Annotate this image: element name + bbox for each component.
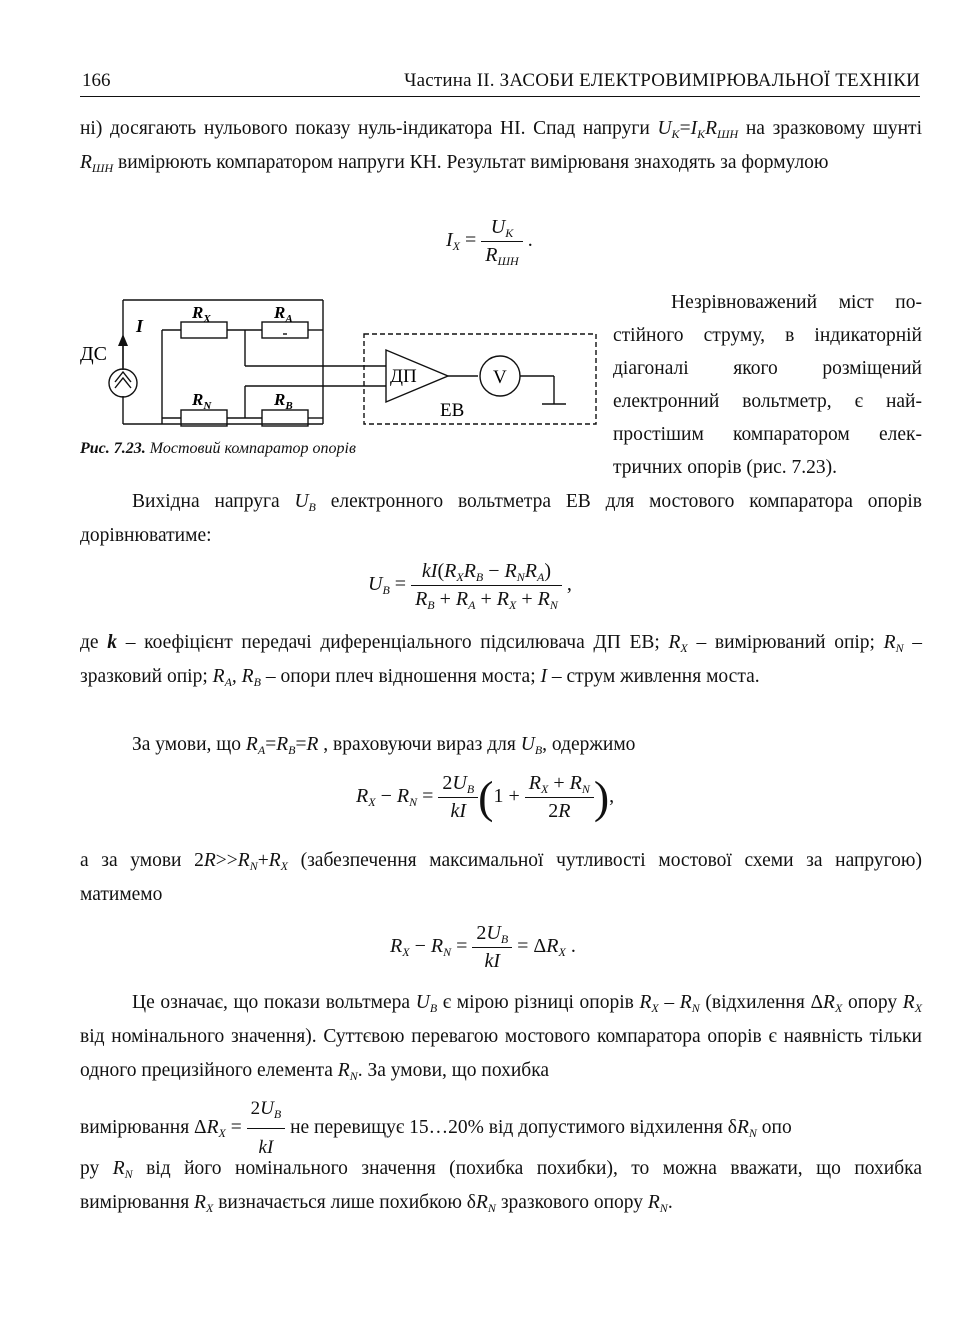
label-current: I bbox=[136, 316, 144, 336]
label-source: ДС bbox=[80, 343, 107, 365]
label-rn: $R_N$ bbox=[192, 390, 212, 412]
label-amplifier: ДП bbox=[390, 366, 417, 387]
paragraph-1: ні) досягають нульового показу нуль-індикатора НІ. Спад напруги $U_K=I_KR_{ШН}$ на зразковому шунті $R_{ШН}$ вимірюють компаратором напруги КН. Результат вимірюваня знаходять за формулою bbox=[80, 118, 922, 175]
label-rx: $R_X$ bbox=[192, 303, 211, 325]
formula-ub: $U_B$ = $\frac{kI(R_XR_B - R_NR_A)}{R_B + R_A + R_X + R_N}$ , bbox=[368, 560, 572, 612]
label-voltmeter: ЕВ bbox=[440, 400, 465, 421]
formula-ix: $I_X$ = $\frac{U_K}{R_{ШН}}$ . bbox=[446, 216, 533, 268]
paragraph-8: ру $R_N$ від його номінального значення (похибка похибки), то можна вважати, що похибка вимірювання $R_X$ визначається лише похибкою $\delta R_N$ зразкового опору $R_N$. bbox=[80, 1158, 922, 1215]
bridge-circuit-diagram bbox=[80, 290, 606, 440]
current-arrow-icon bbox=[118, 334, 128, 346]
paragraph-5: а за умови $2R>>R_N+R_X$ (забезпечення максимальної чутливості мостової схеми за напругою) матимемо bbox=[80, 850, 922, 905]
paragraph-2: Вихідна напруга $U_B$ електронного вольтметра ЕВ для мостового компаратора опорів дорівнюватиме: bbox=[80, 491, 923, 546]
label-rb: $R_B$ bbox=[274, 390, 293, 412]
formula-delta-rx: $R_X - R_N$ = $\frac{2U_B}{kI}$ = $\Delta R_X$ . bbox=[390, 922, 576, 972]
paragraph-4: За умови, що $R_A=R_B=R$ , враховуючи вираз для $U_B$, одержимо bbox=[132, 734, 636, 757]
page-number: 166 bbox=[82, 70, 111, 91]
paragraph-7: вимірювання $\Delta R_X$ = $\frac{2U_B}{kI}$ не перевищує 15…20% від допустимого відхилення $\delta R_N$ опо bbox=[80, 1092, 922, 1165]
side-paragraph: Незрівноважений міст постійного струму, в індикаторній діагоналі якого розміщений електронний вольтметр, є найпростішим компаратором електричних опорів (рис. 7.23). bbox=[613, 292, 922, 478]
paragraph-6: Це означає, що покази вольтмера $U_B$ є мірою різниці опорів $R_X - R_N$ (відхилення $\Delta R_X$ опору $R_X$ від номінального значення). Суттєвою перевагою мостового компаратора опорів є наявність тільки одного прецизійного елемента $R_N$. За умови, що похибка bbox=[80, 992, 923, 1083]
running-header: Частина II. ЗАСОБИ ЕЛЕКТРОВИМІРЮВАЛЬНОЇ ТЕХНІКИ bbox=[404, 70, 920, 91]
header-rule bbox=[80, 96, 920, 97]
figure-caption: Рис. 7.23. Мостовий компаратор опорів bbox=[80, 440, 356, 457]
formula-rx-rn-full: $R_X - R_N$ = $\frac{2U_B}{kI}$ (1 + $\frac{R_X + R_N}{2R}$ ), bbox=[356, 771, 615, 823]
label-ra: $R_A$ bbox=[274, 303, 293, 325]
paragraph-3: де k – коефіцієнт передачі диференціального підсилювача ДП ЕВ; $R_X$ – вимірюваний опір; $R_N$ – зразковий опір; $R_A$, $R_B$ – опори плеч відношення моста; I – струм живлення моста. bbox=[80, 632, 923, 689]
label-meter: V bbox=[493, 367, 507, 388]
